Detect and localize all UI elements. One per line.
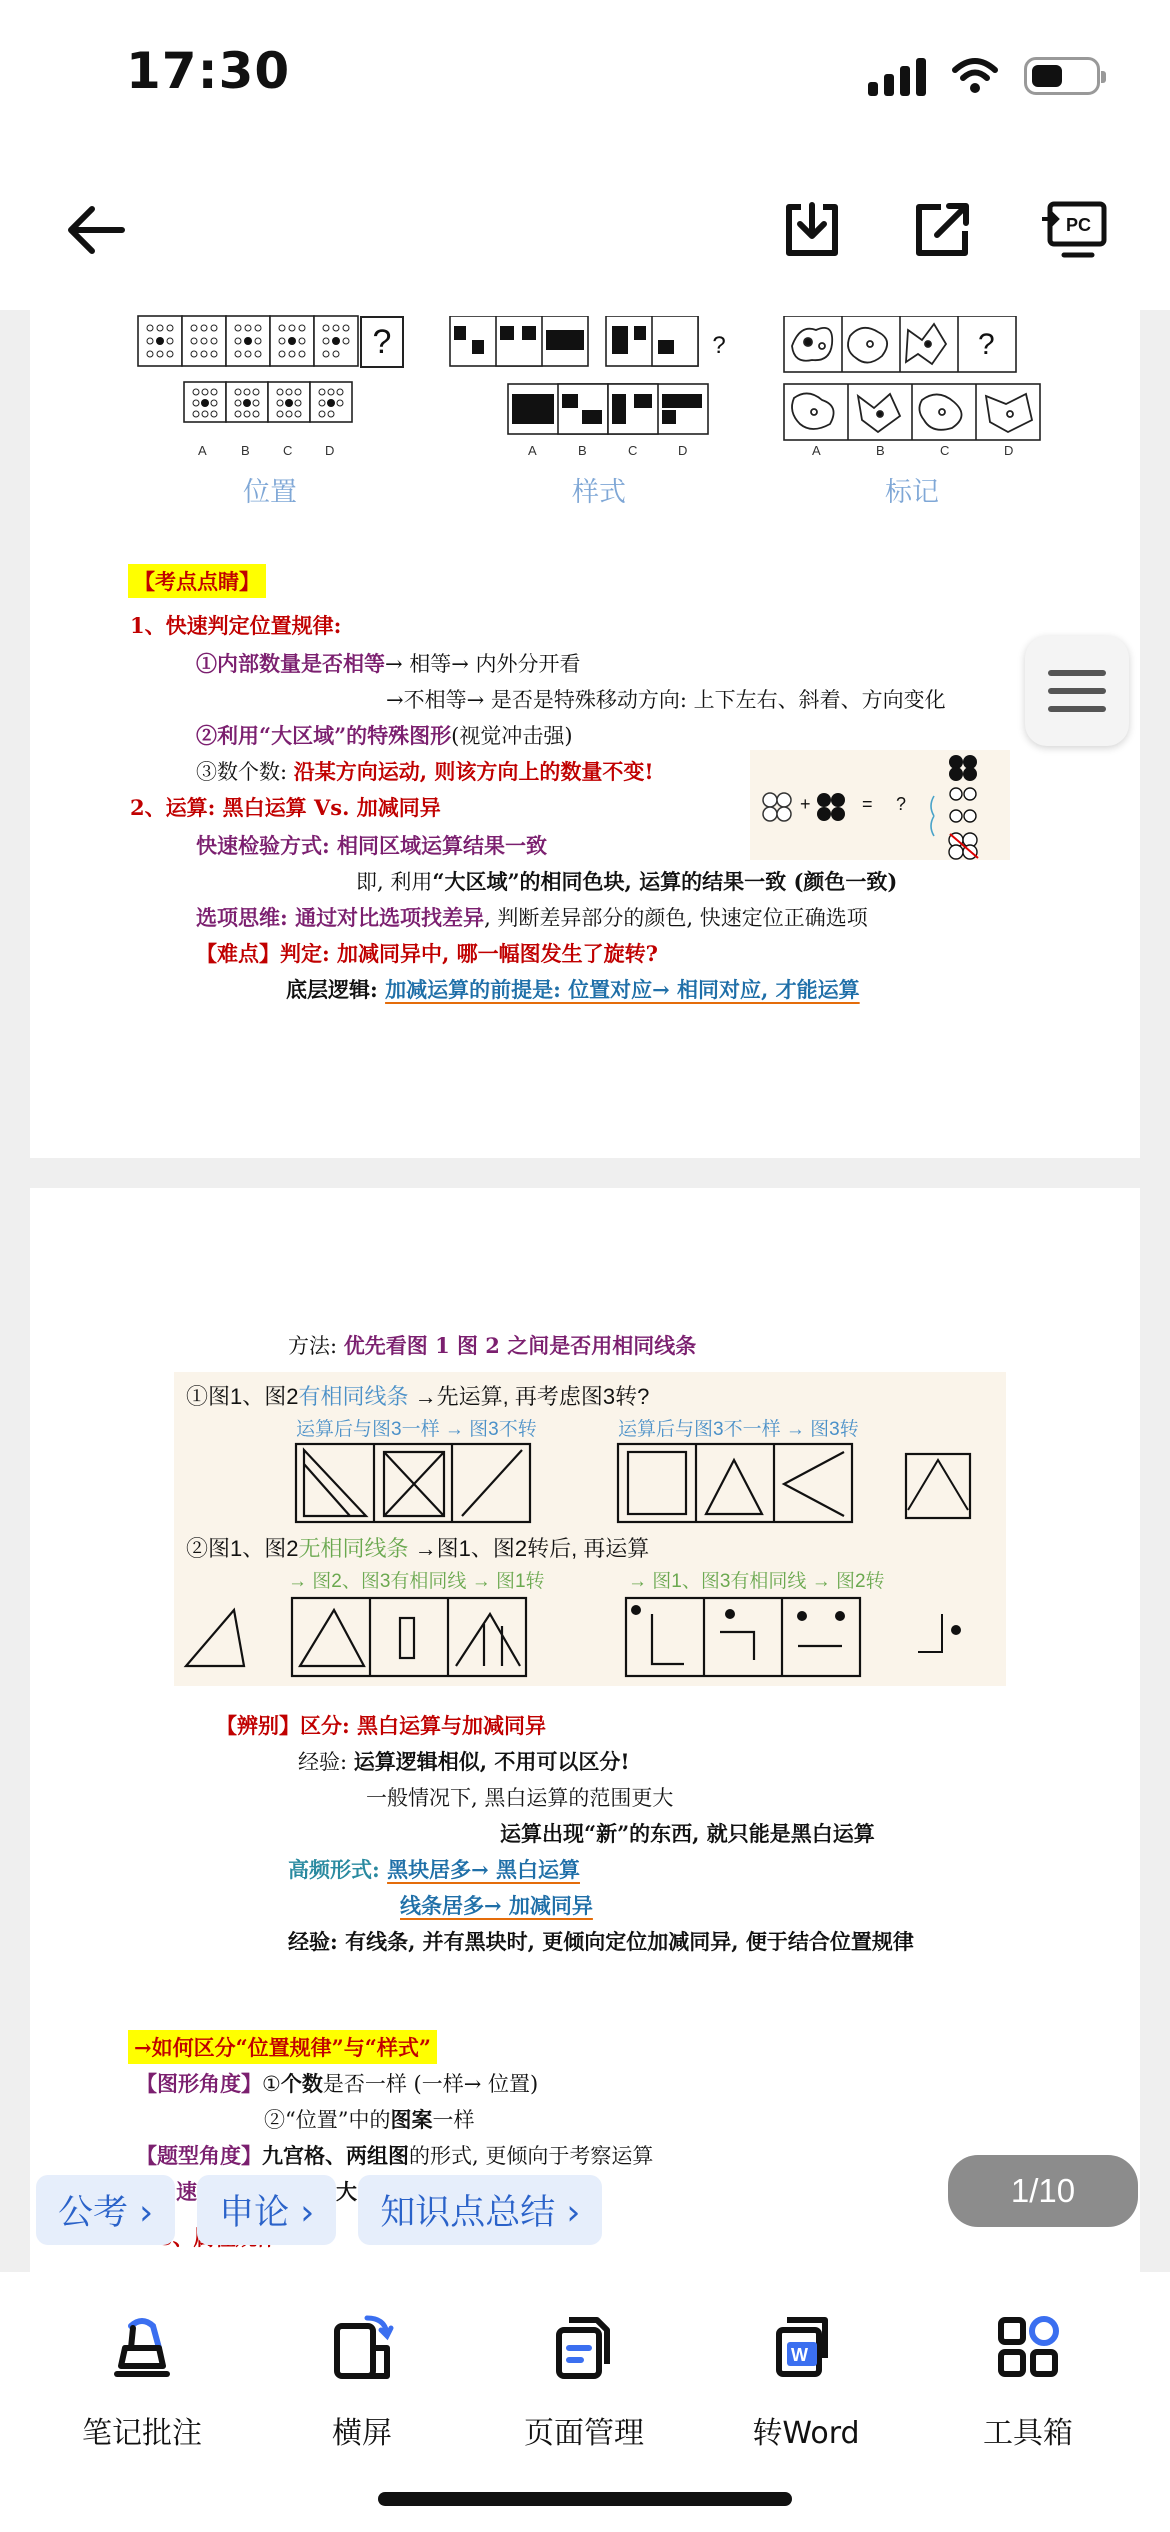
section-heading: 【考点点睛】: [128, 564, 266, 598]
svg-text:W: W: [791, 2345, 808, 2365]
operation-illustration: [750, 750, 1010, 860]
tag-chip-shenlun[interactable]: 申论 ›: [197, 2175, 336, 2245]
rule-tag: → 图1、图3有相同线 → 图2转: [628, 1571, 885, 1592]
rule-tag: 运算后与图3一样 → 图3不转: [296, 1419, 537, 1440]
toolbar-label: 横屏: [332, 2416, 392, 2451]
note-text: 的形式, 更倾向于考察运算: [409, 2144, 654, 2168]
note-text: 高频形式:: [288, 1857, 388, 1882]
note-text: 选项思维: 通过对比选项找差异: [196, 905, 485, 930]
option-letter: B: [578, 443, 587, 458]
note-text: 快速检验方式: 相同区域运算结果一致: [196, 833, 548, 858]
toolbox-grid-icon: [993, 2312, 1063, 2382]
home-indicator: [378, 2492, 792, 2506]
battery-icon: [1024, 57, 1100, 95]
equals-sign: =: [862, 794, 873, 814]
note-text: 大: [336, 2179, 357, 2204]
note-text: 无相同线条: [298, 1536, 409, 1561]
note-text: → 相等→ 内外分开看: [385, 652, 581, 676]
status-time: 17:30: [126, 42, 291, 100]
note-text: ②利用“大区域”的特殊图形: [196, 723, 452, 748]
note-text: 经验: 有线条, 并有黑块时, 更倾向定位加减同异, 便于结合位置规律: [288, 1929, 914, 1954]
note-text: 沿某方向运动, 则该方向上的数量不变!: [293, 759, 654, 784]
back-arrow-icon[interactable]: [56, 190, 136, 270]
toolbar-label: 笔记批注: [82, 2416, 202, 2451]
toolbar-label: 工具箱: [983, 2416, 1073, 2451]
question-mark: ?: [896, 794, 907, 814]
pen-note-icon: [107, 2312, 177, 2382]
tag-chip-gongkao[interactable]: 公考 ›: [36, 2175, 175, 2245]
toolbar-label: 页面管理: [524, 2416, 644, 2451]
toolbar-landscape[interactable]: [262, 2312, 462, 2452]
note-text: 方法:: [288, 1334, 344, 1358]
note-text: 【难点】判定: 加减同异中, 哪一幅图发生了旋转?: [196, 941, 658, 966]
note-text: 经验:: [298, 1750, 354, 1774]
option-letter: B: [241, 443, 250, 458]
note-text: 速: [176, 2179, 197, 2204]
option-letter: A: [812, 443, 821, 458]
toolbar-to-word[interactable]: [706, 2312, 906, 2452]
share-icon[interactable]: [902, 190, 982, 270]
note-text: 运算出现“新”的东西, 就只能是黑白运算: [500, 1821, 875, 1846]
option-letter: A: [528, 443, 537, 458]
note-text: ②“位置”中的: [264, 2108, 391, 2132]
caption-position: 位置: [243, 477, 297, 507]
note-text: 线条居多→ 加减同异: [400, 1893, 593, 1918]
pages-icon: [549, 2312, 619, 2382]
page-indicator: 1/10: [948, 2155, 1138, 2227]
status-icons: [868, 56, 1100, 96]
note-text: 一般情况下, 黑白运算的范围更大: [366, 1786, 674, 1810]
note-text: “大区域”的相同色块, 运算的结果一致 (颜色一致): [432, 869, 898, 894]
rotate-screen-icon: [327, 2312, 397, 2382]
tag-chip-summary[interactable]: 知识点总结 ›: [358, 2175, 602, 2245]
note-text: 个数: [280, 2071, 323, 2096]
toolbar-page-manage[interactable]: [484, 2312, 684, 2452]
caption-marker: 标记: [885, 477, 939, 507]
document-viewer[interactable]: [0, 310, 1170, 2272]
word-convert-icon: [771, 2312, 841, 2382]
option-letter: D: [678, 443, 688, 458]
note-text: 底层逻辑:: [286, 977, 386, 1002]
option-letter: B: [876, 443, 885, 458]
toolbar-toolbox[interactable]: [928, 2312, 1128, 2452]
svg-text:?: ?: [978, 328, 995, 361]
option-letter: A: [198, 443, 207, 458]
note-title: 2、运算: 黑白运算 Vs. 加减同异: [130, 795, 441, 820]
note-text: 图案: [390, 2107, 433, 2132]
nav-bar: [0, 150, 1170, 310]
note-text: 有相同线条: [298, 1384, 409, 1409]
note-text: ①图1、图2: [186, 1384, 299, 1409]
note-text: →不相等→ 是否是特殊移动方向: 上下左右、斜着、方向变化: [386, 688, 946, 712]
cellular-signal-icon: [868, 56, 926, 96]
note-text: 运算逻辑相似, 不用可以区分!: [353, 1749, 630, 1774]
rotation-example-row-1: [294, 1440, 1004, 1528]
note-text: 【图形角度】: [136, 2071, 262, 2096]
hamburger-menu-icon[interactable]: [1025, 636, 1129, 746]
note-text: (视觉冲击强): [451, 724, 573, 748]
svg-text:PC: PC: [1066, 215, 1092, 235]
option-letter: C: [628, 443, 638, 458]
section-heading: →如何区分“位置规律”与“样式”: [128, 2030, 437, 2064]
status-bar: [0, 0, 1170, 150]
question-mark-box: ?: [360, 316, 404, 368]
note-text: 加减运算的前提是: 位置对应→ 相同对应, 才能运算: [385, 977, 860, 1002]
note-text: →先运算, 再考虑图3转?: [408, 1384, 650, 1409]
rule-tag: 运算后与图3不一样 → 图3转: [618, 1419, 859, 1440]
option-letter: D: [325, 443, 335, 458]
rule-tag: → 图2、图3有相同线 → 图1转: [288, 1571, 545, 1592]
note-text: 是否一样 (一样→ 位置): [322, 2072, 539, 2096]
note-text: ③数个数:: [196, 760, 294, 784]
pc-screen-icon[interactable]: [1034, 190, 1114, 270]
note-title: 1、快速判定位置规律:: [130, 613, 342, 638]
caption-style: 样式: [572, 477, 626, 507]
note-text: 九宫格、两组图: [262, 2143, 409, 2168]
note-text: 一样: [432, 2108, 475, 2132]
download-icon[interactable]: [772, 190, 852, 270]
note-text: ②图1、图2: [186, 1536, 299, 1561]
toolbar-annotate[interactable]: [42, 2312, 242, 2452]
toolbar-label: 转Word: [752, 2416, 860, 2451]
option-letter: D: [1004, 443, 1014, 458]
note-text: , 判断差异部分的颜色, 快速定位正确选项: [484, 906, 868, 930]
rotation-example-row-2: [174, 1594, 1006, 1680]
option-letter: C: [283, 443, 293, 458]
note-text: ①内部数量是否相等: [196, 651, 385, 676]
note-title: 【辨别】区分: 黑白运算与加减同异: [216, 1713, 547, 1738]
tag-chips: [36, 2175, 602, 2245]
document-page-2: [30, 1188, 1140, 2272]
note-text: 黑块居多→ 黑白运算: [387, 1857, 580, 1882]
method-diagram-panel: [174, 1372, 1006, 1686]
note-text: ①: [262, 2072, 281, 2096]
note-text: →图1、图2转后, 再运算: [408, 1536, 650, 1561]
note-text: 【题型角度】: [136, 2143, 262, 2168]
option-letter: C: [940, 443, 950, 458]
note-text: 即, 利用: [356, 870, 433, 894]
wifi-icon: [952, 58, 998, 94]
document-page-1: [30, 310, 1140, 1158]
question-mark: ?: [712, 332, 726, 359]
note-text: 优先看图 1 图 2 之间是否用相同线条: [343, 1333, 697, 1358]
plus-sign: +: [800, 794, 811, 814]
